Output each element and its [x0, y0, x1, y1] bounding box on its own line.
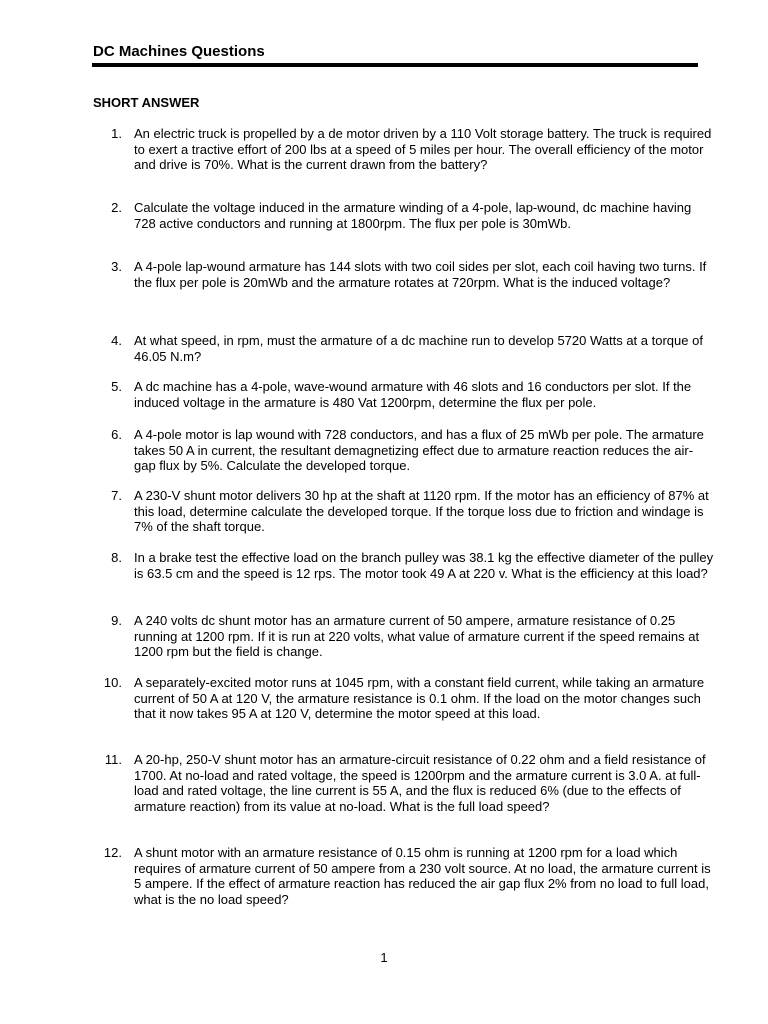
- question-number: 10.: [103, 675, 122, 690]
- question-number: 2.: [111, 200, 122, 215]
- question-text: A dc machine has a 4-pole, wave-wound armature with 46 slots and 16 conductors per slot. If the induced voltage in the armature is 480 Vat 1200rpm, determine the flux per pole.: [134, 379, 692, 410]
- question-text: In a brake test the effective load on the branch pulley was 38.1 kg the effective diameter of the pulley is 63.5 cm and the speed is 12 rps. The motor took 49 A at 220 v. What is the efficiency at this load?: [134, 550, 714, 581]
- question-number: 12.: [103, 845, 122, 860]
- question-text: A 230-V shunt motor delivers 30 hp at the shaft at 1120 rpm. If the motor has an efficiency of 87% at this load, determine calculate the developed torque. If the torque loss due to friction and windage is 7% of the shaft torque.: [134, 488, 709, 535]
- question-number: 6.: [111, 427, 122, 442]
- document-title: DC Machines Questions: [93, 43, 265, 60]
- question-number: 9.: [111, 613, 122, 628]
- question-number: 1.: [111, 126, 122, 141]
- question-text: A 240 volts dc shunt motor has an armature current of 50 ampere, armature resistance of 0.25 running at 1200 rpm. If it is run at 220 volts, what value of armature current if the speed remains at 1200 rpm but the field is change.: [134, 613, 700, 660]
- question-number: 8.: [111, 550, 122, 565]
- question-text: An electric truck is propelled by a de motor driven by a 110 Volt storage battery. The truck is required to exert a tractive effort of 200 lbs at a speed of 5 miles per hour. The overall efficiency of the motor and drive is 70%. What is the current drawn from the battery?: [134, 126, 712, 173]
- question-number: 4.: [111, 333, 122, 348]
- question-number: 7.: [111, 488, 122, 503]
- page-number: 1: [380, 950, 388, 965]
- question-text: A 4-pole lap-wound armature has 144 slots with two coil sides per slot, each coil having two turns. If the flux per pole is 20mWb and the armature rotates at 720rpm. What is the induced voltage?: [134, 259, 707, 290]
- section-heading: SHORT ANSWER: [93, 95, 200, 110]
- question-number: 3.: [111, 259, 122, 274]
- question-number: 5.: [111, 379, 122, 394]
- title-divider: [92, 63, 698, 67]
- question-text: A 20-hp, 250-V shunt motor has an armature-circuit resistance of 0.22 ohm and a field resistance of 1700. At no-load and rated voltage, the speed is 1200rpm and the armature current is 3.0 A. at full-load and rated voltage, the line current is 55 A, and the flux is reduced 6% (due to the effects of armature reaction) from its value at no-load. What is the full load speed?: [134, 752, 706, 814]
- question-number: 11.: [104, 752, 122, 767]
- question-text: Calculate the voltage induced in the armature winding of a 4-pole, lap-wound, dc machine having 728 active conductors and running at 1800rpm. The flux per pole is 30mWb.: [134, 200, 692, 231]
- question-text: A shunt motor with an armature resistance of 0.15 ohm is running at 1200 rpm for a load which requires of armature current of 50 ampere from a 230 volt source. At no load, the armature current is 5 ampere. If the effect of armature reaction has reduced the air gap flux 2% from no load to full load, what is the no load speed?: [134, 845, 711, 907]
- question-text: A 4-pole motor is lap wound with 728 conductors, and has a flux of 25 mWb per pole. The armature takes 50 A in current, the resultant demagnetizing effect due to armature reaction reduces the air-gap flux by 5%. Calculate the developed torque.: [134, 427, 704, 474]
- question-text: A separately-excited motor runs at 1045 rpm, with a constant field current, while taking an armature current of 50 A at 120 V, the armature resistance is 0.1 ohm. If the load on the motor changes such that it now takes 95 A at 120 V, determine the motor speed at this load.: [134, 675, 705, 722]
- question-text: At what speed, in rpm, must the armature of a dc machine run to develop 5720 Watts at a torque of 46.05 N.m?: [134, 333, 703, 364]
